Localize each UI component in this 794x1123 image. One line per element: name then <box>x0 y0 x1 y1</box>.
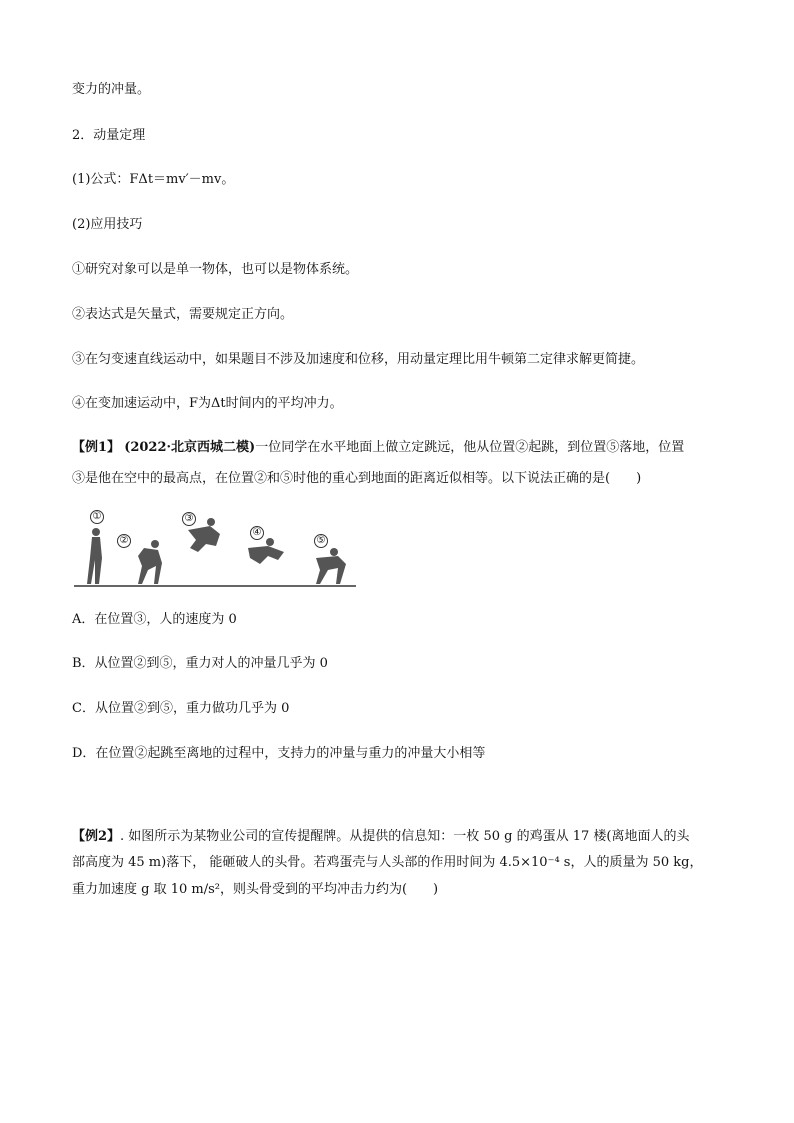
tip-4: ④在变加速运动中，F为Δt时间内的平均冲力。 <box>72 396 343 411</box>
example1-tag: 【例1】 <box>72 440 121 455</box>
example1-source: (2022·北京西城二模) <box>124 440 256 455</box>
option-b: B．从位置②到⑤，重力对人的冲量几乎为 0 <box>72 656 328 671</box>
example2-line2: 部高度为 45 m)落下， 能砸破人的头骨。若鸡蛋壳与人头部的作用时间为 4.5×10⁻⁴ s，人的质量为 50 kg， <box>72 855 703 870</box>
example2-tag: 【例2】 <box>72 829 121 844</box>
example1-line2: ③是他在空中的最高点，在位置②和⑤时他的重心到地面的距离近似相等。以下说法正确的是( ) <box>72 471 642 486</box>
text-line: 变力的冲量。 <box>72 82 151 97</box>
ground-line <box>74 585 356 587</box>
section-heading: 2．动量定理 <box>72 128 146 143</box>
long-jump-figure <box>72 508 362 590</box>
option-d: D．在位置②起跳至离地的过程中，支持力的冲量与重力的冲量大小相等 <box>72 746 486 761</box>
tip-3: ③在匀变速直线运动中，如果题目不涉及加速度和位移，用动量定理比用牛顿第二定律求解更简捷。 <box>72 352 645 367</box>
tip-2: ②表达式是矢量式，需要规定正方向。 <box>72 307 294 322</box>
position-label-4: ④ <box>250 526 264 540</box>
example2-line3: 重力加速度 g 取 10 m/s²，则头骨受到的平均冲击力约为( ) <box>72 882 439 897</box>
position-label-2: ② <box>117 534 131 548</box>
example2-line1 <box>72 827 689 847</box>
example1-line1 <box>72 438 684 458</box>
example1-text: 一位同学在水平地面上做立定跳远，他从位置②起跳，到位置⑤落地，位置 <box>255 440 685 455</box>
position-label-1: ① <box>90 510 104 524</box>
option-a: A．在位置③，人的速度为 0 <box>72 612 237 627</box>
position-label-3: ③ <box>182 512 196 526</box>
formula-line: (1)公式：FΔt＝mv′－mv。 <box>72 172 235 187</box>
subheading: (2)应用技巧 <box>72 217 143 232</box>
jumper-silhouettes <box>72 508 362 590</box>
tip-1: ①研究对象可以是单一物体，也可以是物体系统。 <box>72 262 359 277</box>
option-c: C．从位置②到⑤，重力做功几乎为 0 <box>72 701 290 716</box>
example2-text: . 如图所示为某物业公司的宣传提醒牌。从提供的信息知：一枚 50 g 的鸡蛋从 17 楼(离地面人的头 <box>120 829 690 844</box>
position-label-5: ⑤ <box>314 534 328 548</box>
